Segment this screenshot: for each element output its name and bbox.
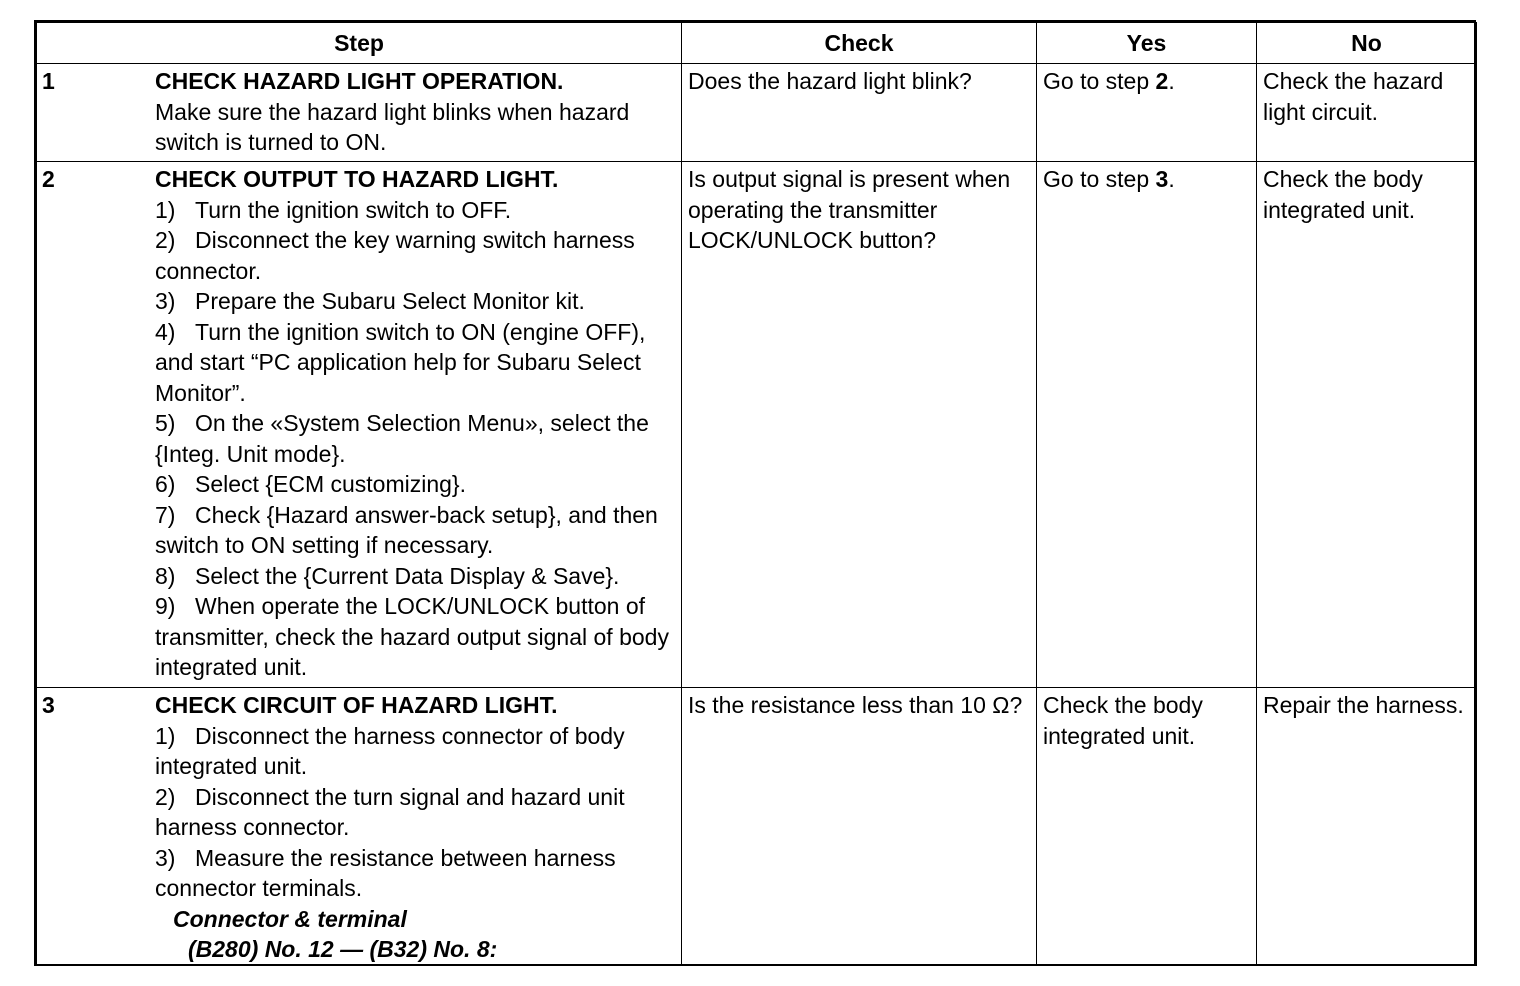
step-cell bbox=[37, 162, 682, 688]
step-cell bbox=[37, 688, 682, 966]
table-row bbox=[37, 64, 1477, 162]
step-cell bbox=[37, 64, 682, 162]
yes-step-ref: 3 bbox=[1155, 166, 1169, 192]
check-text: Is the resistance less than 10 Ω? bbox=[688, 692, 1023, 718]
yes-suffix: . bbox=[1168, 68, 1175, 94]
yes-step-ref: 2 bbox=[1155, 68, 1169, 94]
substep: 8) Select the {Current Data Display & Save}. bbox=[155, 562, 620, 589]
yes-text: Go to step bbox=[1043, 68, 1156, 94]
header-row bbox=[37, 23, 1477, 64]
substep: 5) On the «System Selection Menu», select the {Integ. Unit mode}. bbox=[155, 410, 649, 467]
connector-value: (B280) No. 12 — (B32) No. 8: bbox=[188, 936, 498, 962]
no-cell bbox=[1257, 688, 1477, 966]
check-cell bbox=[682, 64, 1037, 162]
diagnostic-table bbox=[34, 20, 1476, 966]
substep: 9) When operate the LOCK/UNLOCK button of transmitter, check the hazard output signal of body integrated unit. bbox=[155, 593, 669, 680]
substep: 2) Disconnect the key warning switch harness connector. bbox=[155, 227, 635, 284]
table-row bbox=[37, 688, 1477, 966]
check-cell bbox=[682, 688, 1037, 966]
step-number: 3 bbox=[42, 692, 55, 718]
no-cell bbox=[1257, 162, 1477, 688]
yes-cell bbox=[1037, 162, 1257, 688]
check-text: Does the hazard light blink? bbox=[688, 68, 972, 94]
yes-cell bbox=[1037, 64, 1257, 162]
header-yes: Yes bbox=[1037, 23, 1257, 64]
substep: 3) Measure the resistance between harness connector terminals. bbox=[155, 844, 616, 901]
no-text: Check the hazard light circuit. bbox=[1263, 68, 1444, 125]
substep: 7) Check {Hazard answer-back setup}, and then switch to ON setting if necessary. bbox=[155, 501, 658, 558]
step-number: 1 bbox=[42, 68, 55, 94]
step-number: 2 bbox=[42, 166, 55, 192]
substep: 3) Prepare the Subaru Select Monitor kit. bbox=[155, 288, 585, 314]
header-check: Check bbox=[682, 23, 1037, 64]
substep: 1) Disconnect the harness connector of body integrated unit. bbox=[155, 722, 625, 779]
substep: 2) Disconnect the turn signal and hazard unit harness connector. bbox=[155, 783, 625, 840]
header-no: No bbox=[1257, 23, 1477, 64]
substep: 4) Turn the ignition switch to ON (engine OFF), and start “PC application help for Subaru Select Monitor”. bbox=[155, 318, 646, 406]
header-step: Step bbox=[37, 23, 682, 64]
step-title: CHECK CIRCUIT OF HAZARD LIGHT. bbox=[155, 692, 558, 718]
table-row bbox=[37, 162, 1477, 688]
connector-label: Connector & terminal bbox=[173, 905, 407, 932]
check-text: Is output signal is present when operating the transmitter LOCK/UNLOCK button? bbox=[688, 166, 1011, 253]
yes-suffix: . bbox=[1168, 166, 1175, 192]
no-text: Repair the harness. bbox=[1263, 692, 1464, 718]
step-title: CHECK OUTPUT TO HAZARD LIGHT. bbox=[155, 166, 559, 192]
step-description: Make sure the hazard light blinks when hazard switch is turned to ON. bbox=[155, 98, 630, 155]
check-cell bbox=[682, 162, 1037, 688]
no-text: Check the body integrated unit. bbox=[1263, 166, 1423, 223]
step-title: CHECK HAZARD LIGHT OPERATION. bbox=[155, 68, 564, 94]
no-cell bbox=[1257, 64, 1477, 162]
yes-cell bbox=[1037, 688, 1257, 966]
yes-text: Check the body integrated unit. bbox=[1043, 692, 1203, 749]
substep: 1) Turn the ignition switch to OFF. bbox=[155, 196, 512, 223]
yes-text: Go to step bbox=[1043, 166, 1156, 192]
substep: 6) Select {ECM customizing}. bbox=[155, 471, 467, 497]
